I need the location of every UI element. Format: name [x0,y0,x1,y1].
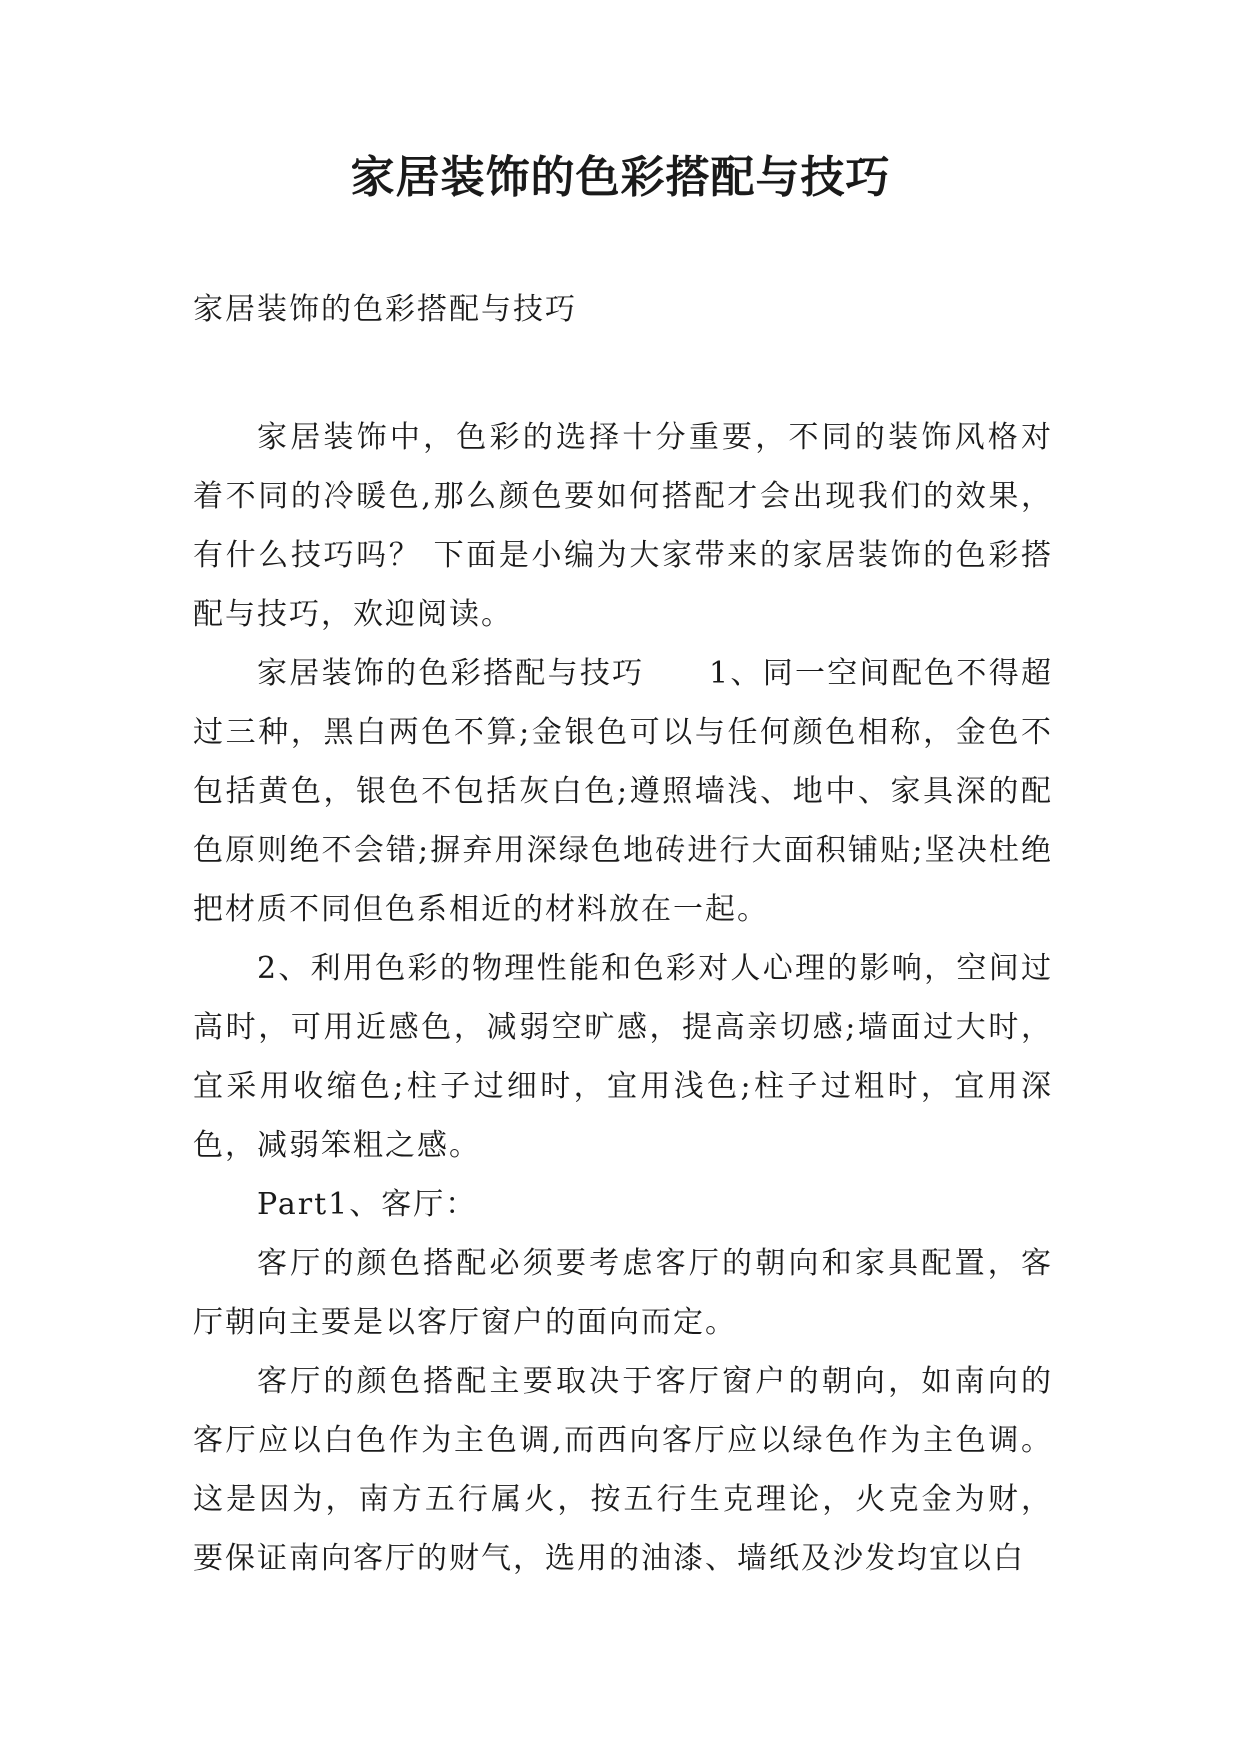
paragraph-living-room-2: 客厅的颜色搭配主要取决于客厅窗户的朝向，如南向的客厅应以白色作为主色调,而西向客厅应以绿色作为主色调。这是因为，南方五行属火，按五行生克理论，火克金为财，要保证南向客厅的财气，选用的油漆、墙纸及沙发均宜以白 [193,1364,1053,1576]
document-body [193,408,1053,1588]
paragraph-intro: 家居装饰中，色彩的选择十分重要，不同的装饰风格对着不同的冷暖色,那么颜色要如何搭配才会出现我们的效果，有什么技巧吗？ 下面是小编为大家带来的家居装饰的色彩搭配与技巧，欢迎阅读。 [193,420,1053,632]
section-heading-living-room: Part1、客厅： [257,1187,478,1222]
paragraph-tip-1: 家居装饰的色彩搭配与技巧 1、同一空间配色不得超过三种，黑白两色不算;金银色可以与任何颜色相称，金色不包括黄色，银色不包括灰白色;遵照墙浅、地中、家具深的配色原则绝不会错;摒弃用深绿色地砖进行大面积铺贴;坚决杜绝把材质不同但色系相近的材料放在一起。 [193,656,1053,927]
document-title: 家居装饰的色彩搭配与技巧 [350,152,891,203]
paragraph-tip-2: 2、利用色彩的物理性能和色彩对人心理的影响，空间过高时，可用近感色，减弱空旷感，提高亲切感;墙面过大时，宜采用收缩色;柱子过细时，宜用浅色;柱子过粗时，宜用深色，减弱笨粗之感。 [193,951,1053,1163]
document-subtitle: 家居装饰的色彩搭配与技巧 [193,292,577,327]
paragraph-living-room-1: 客厅的颜色搭配必须要考虑客厅的朝向和家具配置，客厅朝向主要是以客厅窗户的面向而定。 [193,1246,1053,1340]
